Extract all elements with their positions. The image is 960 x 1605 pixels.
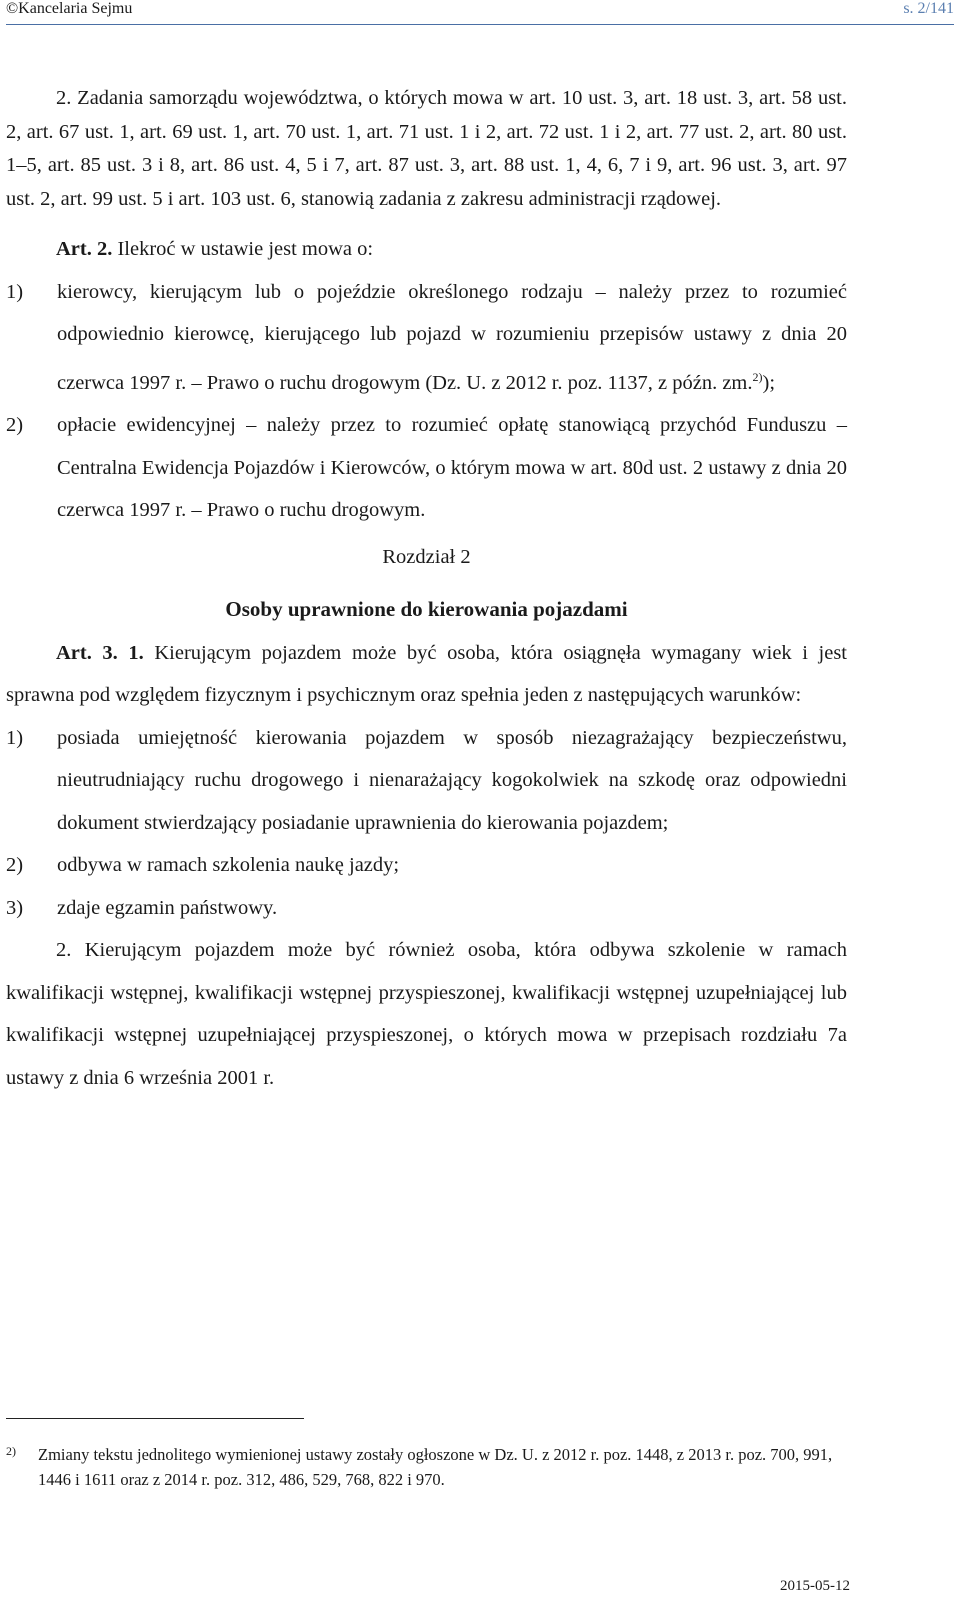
art3-label: Art. 3. 1. (56, 641, 144, 664)
art2-item-2 (6, 404, 847, 532)
art2-item-1 (6, 271, 847, 405)
item-number: 1) (6, 280, 24, 303)
item-text-body: kierowcy, kierującym lub o pojeździe określonego rodzaju – należy przez to rozumieć odpowiednio kierowcę, kierującego lub pojazd w rozumieniu przepisów ustawy z dnia 20 czerwca 1997 r. – Prawo o ruchu drogowym (Dz. U. z 2012 r. poz. 1137, z późn. zm. (57, 280, 847, 394)
footnote-ref: 2) (752, 369, 763, 384)
chapter-title: Osoby uprawnione do kierowania pojazdami (225, 596, 628, 621)
item-number: 2) (6, 854, 24, 876)
header-publisher: ©Kancelaria Sejmu (6, 0, 133, 17)
document-body (6, 82, 847, 1099)
art2-intro-text: Ilekroć w ustawie jest mowa o: (112, 238, 374, 260)
item-number: 3) (6, 896, 24, 919)
item-text: zdaje egzamin państwowy. (57, 896, 278, 919)
item-text: opłacie ewidencyjnej – należy przez to rozumieć opłatę stanowiącą przychód Funduszu – Centralna Ewidencja Pojazdów i Kierowców, o którym mowa w art. 80d ust. 2 ustawy z dnia 20 czerwca 1997 r. – Prawo o ruchu drogowym. (57, 414, 847, 521)
item-number: 2) (6, 414, 24, 436)
art3-item-2 (6, 844, 847, 887)
item-number: 1) (6, 726, 24, 749)
art2-intro (6, 228, 847, 271)
art3-intro-text: Kierującym pojazdem może być osoba, która osiągnęła wymagany wiek i jest sprawna pod względem fizycznym i psychicznym oraz spełnia jeden z następujących warunków: (6, 641, 847, 706)
art3-item-3 (6, 887, 847, 930)
art2-label: Art. 2. (56, 238, 113, 260)
header-divider (6, 24, 954, 25)
item-text-tail: ); (762, 371, 776, 394)
art3-ust1 (6, 632, 847, 717)
footnote-number: 2) (6, 1444, 16, 1458)
art3-ust2: 2. Kierującym pojazdem może być również osoba, która odbywa szkolenie w ramach kwalifikacji wstępnej, kwalifikacji wstępnej przyspieszonej, kwalifikacji wstępnej uzupełniającej lub kwalifikacji wstępnej uzupełniającej przyspieszonej, o których mowa w przepisach rozdziału 7a ustawy z dnia 6 września 2001 r. (6, 939, 847, 1089)
footnote (6, 1442, 847, 1492)
footnote-divider (6, 1418, 304, 1419)
header-page-number: s. 2/141 (903, 0, 954, 17)
paragraph-art1-ust2: 2. Zadania samorządu województwa, o których mowa w art. 10 ust. 3, art. 18 ust. 3, art. 58 ust. 2, art. 67 ust. 1, art. 69 ust. 1, art. 70 ust. 1, art. 71 ust. 1 i 2, art. 72 ust. 1 i 2, art. 77 ust. 2, art. 80 ust. 1–5, art. 85 ust. 3 i 8, art. 86 ust. 4, 5 i 7, art. 87 ust. 3, art. 88 ust. 1, 4, 6, 7 i 9, art. 96 ust. 3, art. 97 ust. 2, art. 99 ust. 5 i art. 103 ust. 6, stanowią zadania z zakresu administracji rządowej. (6, 87, 847, 210)
item-text: posiada umiejętność kierowania pojazdem w sposób niezagrażający bezpieczeństwu, nieutrudniający ruchu drogowego i nienarażający kogokolwiek na szkodę oraz odpowiedni dokument stwierdzający posiadanie uprawnienia do kierowania pojazdem; (57, 726, 847, 834)
item-text: odbywa w ramach szkolenia naukę jazdy; (57, 854, 400, 876)
chapter-number: Rozdział 2 (382, 545, 471, 568)
footnote-text: Zmiany tekstu jednolitego wymienionej ustawy zostały ogłoszone w Dz. U. z 2012 r. poz. 1448, z 2013 r. poz. 700, 991, 1446 i 1611 oraz z 2014 r. poz. 312, 486, 529, 768, 822 i 970. (38, 1445, 833, 1489)
art3-item-1 (6, 717, 847, 845)
item-text (57, 271, 847, 405)
document-date: 2015-05-12 (780, 1578, 850, 1594)
